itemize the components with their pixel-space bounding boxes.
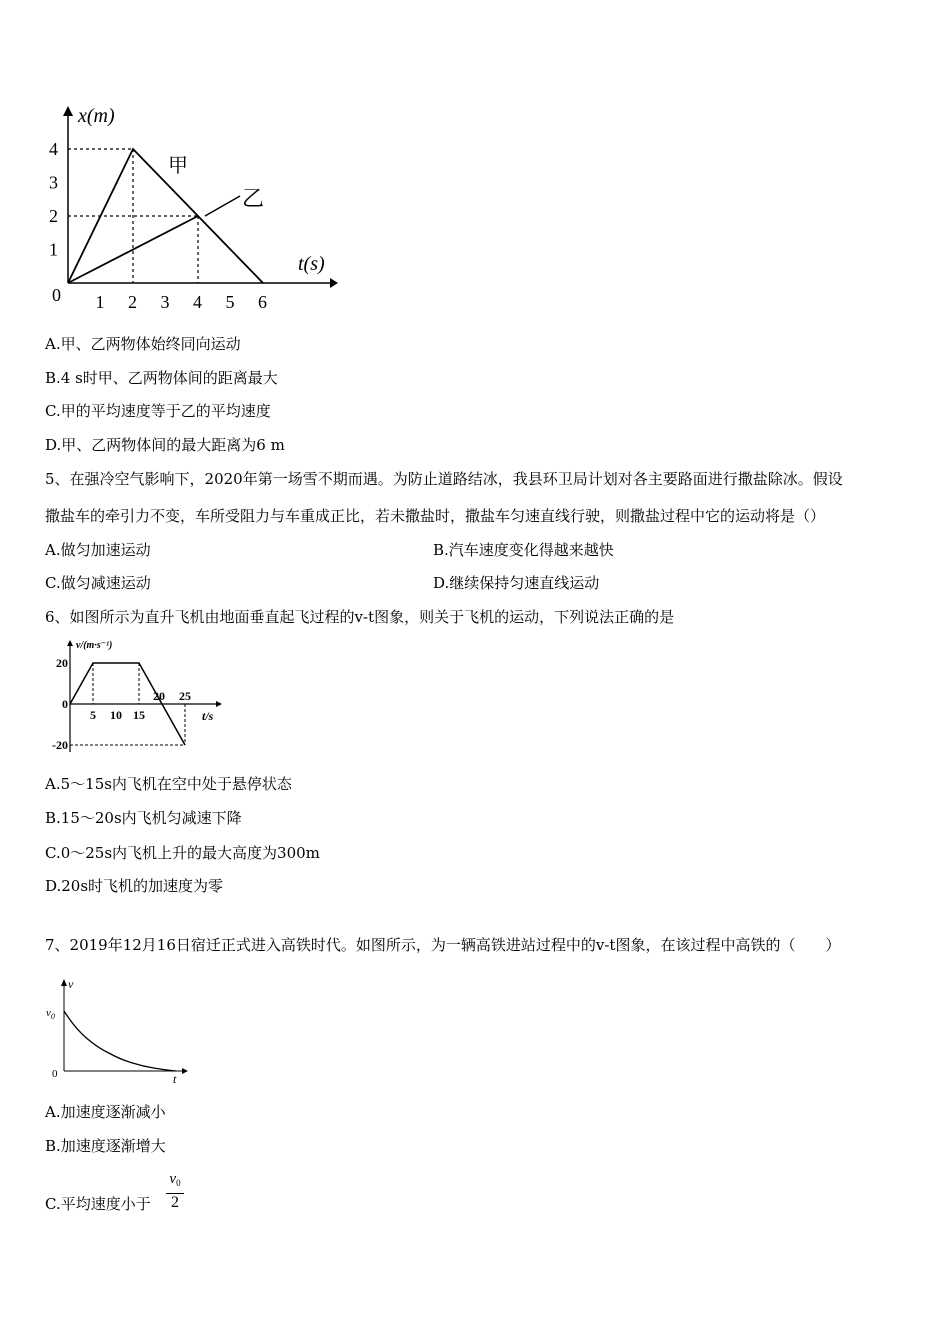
q6-option-a: A.5～15s内飞机在空中处于悬停状态 [45, 775, 292, 793]
q5-option-a: A.做匀加速运动 [45, 541, 151, 559]
series-label-jia: 甲 [168, 155, 188, 177]
y-axis-label: v [68, 977, 74, 991]
q6-option-d: D.20s时飞机的加速度为零 [45, 877, 224, 895]
x-tick-label: 20 [153, 689, 165, 703]
x-tick-label: 25 [179, 689, 191, 703]
x-axis-arrow [330, 278, 338, 288]
q7-option-a: A.加速度逐渐减小 [45, 1103, 166, 1121]
q4-option-d: D.甲、乙两物体间的最大距离为6 m [45, 436, 285, 454]
series-label-yi: 乙 [242, 186, 265, 211]
series-label-yi-leader [205, 196, 240, 216]
x-axis-arrow [182, 1068, 188, 1074]
q6-option-b: B.15～20s内飞机匀减速下降 [45, 809, 242, 827]
y-tick-label: 1 [49, 239, 58, 260]
q4-option-c: C.甲的平均速度等于乙的平均速度 [45, 402, 271, 420]
q5-option-c: C.做匀减速运动 [45, 574, 151, 592]
q4-option-b: B.4 s时甲、乙两物体间的距离最大 [45, 369, 278, 387]
q5-option-b: B.汽车速度变化得越来越快 [433, 541, 614, 559]
q6-stem: 6、如图所示为直升飞机由地面垂直起飞过程的v-t图象，则关于飞机的运动，下列说法正确的是 [45, 608, 675, 626]
y-tick-label: 0 [62, 697, 68, 711]
q5-stem-line2: 撒盐车的牵引力不变，车所受阻力与车重成正比，若未撒盐时，撒盐车匀速直线行驶，则撒盐过程中它的运动将是（） [45, 507, 826, 525]
v0-label: $v_0$ [46, 1007, 55, 1021]
x-tick-label: 4 [193, 292, 202, 312]
q5-option-d: D.继续保持匀速直线运动 [433, 574, 600, 592]
q6-option-c: C.0～25s内飞机上升的最大高度为300m [45, 844, 320, 862]
y-tick-label: 4 [49, 139, 58, 159]
y-axis-label: v/(m·s⁻¹) [76, 640, 113, 651]
q7-option-c-prefix: C.平均速度小于 [45, 1195, 151, 1213]
fraction-numerator: $v_0$ [169, 1171, 181, 1188]
y-axis-arrow [67, 640, 73, 646]
y-tick-label: 2 [49, 206, 58, 226]
figure-xt-graph [40, 100, 340, 315]
q4-option-a: A.甲、乙两物体始终同向运动 [45, 335, 241, 353]
y-axis-arrow [61, 979, 67, 986]
q7-stem: 7、2019年12月16日宿迁正式进入高铁时代。如图所示，为一辆高铁进站过程中的v-t图象，在该过程中高铁的（ ） [45, 936, 841, 954]
y-axis-label: x(m) [78, 105, 115, 127]
y-tick-label: 20 [56, 656, 68, 670]
y-tick-label: 3 [49, 172, 58, 193]
q7-option-b: B.加速度逐渐增大 [45, 1137, 166, 1155]
origin-label: 0 [52, 1068, 58, 1080]
velocity-curve [64, 1011, 176, 1071]
y-tick-label: -20 [52, 738, 68, 752]
origin-label: 0 [52, 285, 61, 305]
x-axis-label: t [173, 1072, 177, 1086]
x-tick-label: 2 [128, 292, 137, 312]
x-tick-label: 5 [225, 292, 235, 312]
x-tick-label: 10 [110, 708, 122, 722]
figure-train-vt-graph [42, 976, 192, 1086]
y-axis-arrow [63, 106, 73, 116]
x-tick-label: 6 [258, 292, 267, 312]
x-tick-label: 3 [160, 292, 170, 312]
figure-helicopter-vt-graph [44, 636, 229, 758]
x-tick-label: 1 [95, 292, 105, 312]
q5-stem-line1: 5、在强冷空气影响下，2020年第一场雪不期而遇。为防止道路结冰，我县环卫局计划对各主要路面进行撒盐除冰。假设 [45, 470, 843, 488]
fraction-denominator: 2 [171, 1194, 179, 1211]
x-axis-arrow [216, 701, 222, 707]
x-tick-label: 5 [90, 708, 96, 722]
x-tick-label: 15 [133, 708, 145, 722]
v0-over-2-fraction [166, 1171, 184, 1211]
x-axis-label: t/s [202, 709, 214, 723]
series-yi-line [68, 216, 198, 283]
x-axis-label: t(s) [298, 253, 325, 275]
